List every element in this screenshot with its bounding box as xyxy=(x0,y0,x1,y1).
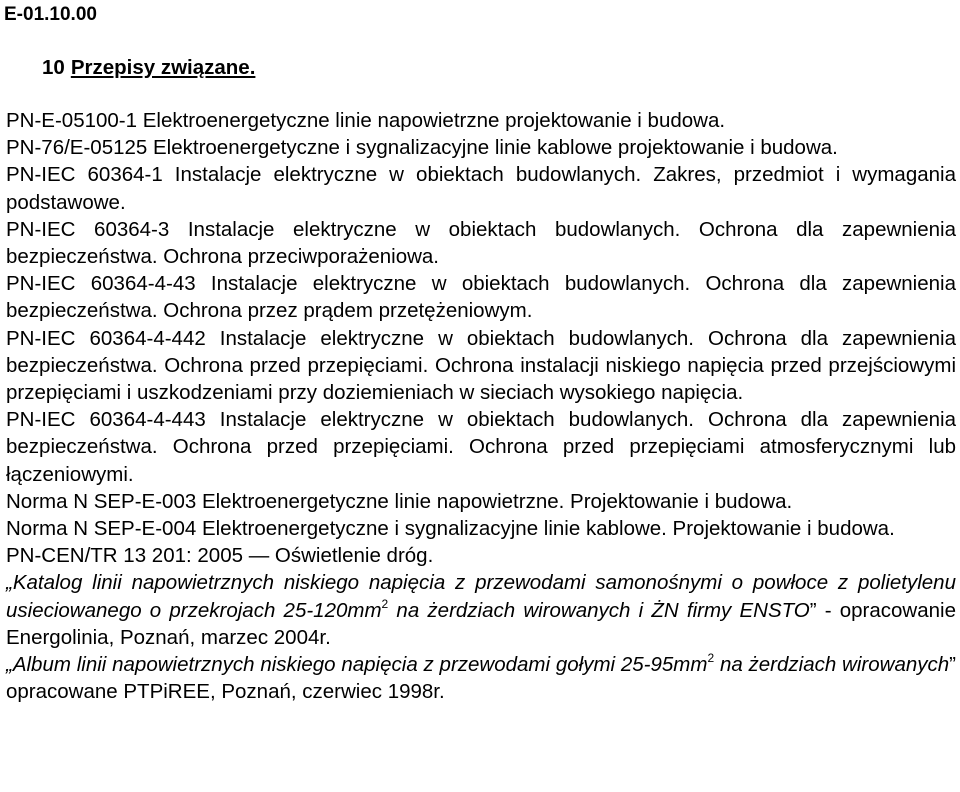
reference-text: ” - opracowanie Energolinia, Poznań, marzec 2004r. xyxy=(6,598,956,649)
section-title: Przepisy związane. xyxy=(70,56,256,79)
document-code: E-01.10.00 xyxy=(4,4,97,25)
reference-text: na żerdziach wirowanych i ŻN firmy ENSTO xyxy=(388,598,810,622)
reference-item xyxy=(6,270,956,324)
superscript: 2 xyxy=(707,651,715,666)
reference-text: Norma N SEP-E-003 Elektroenergetyczne linie napowietrzne. Projektowanie i budowa. xyxy=(6,489,793,513)
reference-item xyxy=(6,325,956,407)
superscript: 2 xyxy=(381,596,389,611)
reference-text: PN-E-05100-1 Elektroenergetyczne linie napowietrzne projektowanie i budowa. xyxy=(6,109,726,132)
reference-text: PN-IEC 60364-3 Instalacje elektryczne w obiektach budowlanych. Ochrona dla zapewnienia bezpieczeństwa. Ochrona przeciwporażeniowa. xyxy=(6,217,956,269)
reference-text: Norma N SEP-E-004 Elektroenergetyczne i sygnalizacyjne linie kablowe. Projektowanie i budowa. xyxy=(6,517,895,541)
reference-text: „Katalog linii napowietrznych niskiego napięcia z przewodami samonośnymi o powłoce z polietylenu usieciowanego o przekrojach 25-120mm xyxy=(6,571,956,622)
reference-text: PN-IEC 60364-4-443 Instalacje elektryczne w obiektach budowlanych. Ochrona dla zapewnienia bezpieczeństwa. Ochrona przed przepięciami. Ochrona przed przepięciami atmosferycznymi lub łączeniowymi. xyxy=(6,408,956,486)
section-heading xyxy=(42,56,255,80)
reference-text: PN-IEC 60364-1 Instalacje elektryczne w obiektach budowlanych. Zakres, przedmiot i wymagania podstawowe. xyxy=(6,163,956,214)
reference-text: PN-76/E-05125 Elektroenergetyczne i sygnalizacyjne linie kablowe projektowanie i budowa. xyxy=(6,136,838,160)
section-number: 10 xyxy=(42,56,65,79)
reference-item xyxy=(6,651,956,705)
reference-item xyxy=(6,488,956,515)
reference-item xyxy=(6,134,956,161)
reference-item xyxy=(6,107,956,134)
reference-item xyxy=(6,216,956,270)
reference-text: ” opracowane PTPiREE, Poznań, czerwiec 1998r. xyxy=(6,653,956,704)
reference-list xyxy=(6,107,956,705)
reference-text: PN-CEN/TR 13 201: 2005 — Oświetlenie dróg. xyxy=(6,544,434,568)
reference-text: na żerdziach wirowanych xyxy=(714,653,950,677)
reference-text: PN-IEC 60364-4-43 Instalacje elektryczne w obiektach budowlanych. Ochrona dla zapewnienia bezpieczeństwa. Ochrona przez prądem przetężeniowym. xyxy=(6,272,956,323)
reference-item xyxy=(6,515,956,542)
reference-item xyxy=(6,569,956,651)
reference-item xyxy=(6,406,956,488)
reference-item xyxy=(6,161,956,215)
reference-item xyxy=(6,542,956,569)
reference-text: „Album linii napowietrznych niskiego napięcia z przewodami gołymi 25-95mm xyxy=(6,653,708,677)
reference-text: PN-IEC 60364-4-442 Instalacje elektryczne w obiektach budowlanych. Ochrona dla zapewnienia bezpieczeństwa. Ochrona przed przepięciami. Ochrona instalacji niskiego napięcia przed przejściowymi przepięciami i uszkodzeniami przy doziemieniach w sieciach wysokiego napięcia. xyxy=(6,326,956,405)
